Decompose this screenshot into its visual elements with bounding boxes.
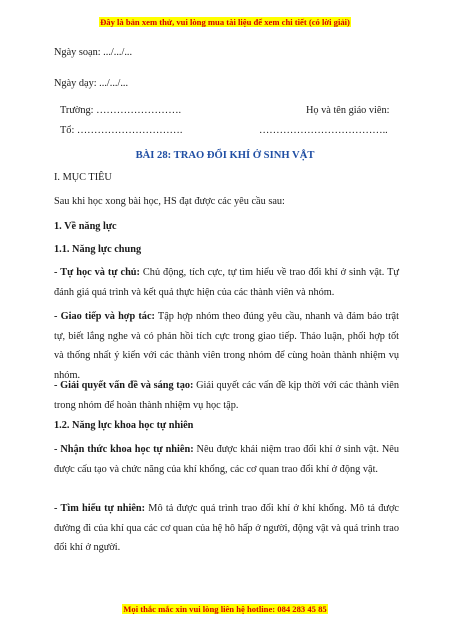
paragraph-label: - Giải quyết vấn đề và sáng tạo: [54,380,194,391]
intro-text: Sau khi học xong bài học, HS đạt được các yêu cầu sau: [54,196,285,207]
teaching-date: Ngày dạy: .../.../... [54,78,129,89]
paragraph-body: Nêu được khái niệm trao đổi khí ở sinh vật. Nêu được cấu tạo và chức năng của khí khổng, các cơ quan trao đổi khí ở động vật. [54,444,399,475]
paragraph-problem-solving [54,376,399,415]
group-field: Tổ: …………………………. [60,125,183,136]
paragraph-nature-inquiry [54,499,399,558]
preview-banner [0,17,450,27]
section-objectives-heading: I. MỤC TIÊU [54,172,112,183]
paragraph-label: - Tự học và tự chủ: [54,267,140,278]
teacher-label: Họ và tên giáo viên: [306,105,390,116]
paragraph-science-awareness [54,440,399,479]
science-competency-heading: 1.2. Năng lực khoa học tự nhiên [54,420,194,431]
paragraph-body: Mô tả được quá trình trao đổi khí ở khí khổng. Mô tả được đường đi của khí qua các cơ quan của hệ hô hấp ở người, động vật và quá trình trao đổi khí ở người. [54,503,399,553]
hotline-banner [0,604,450,614]
teacher-name-field: ……………………………….. [259,125,388,136]
paragraph-label: - Tìm hiểu tự nhiên: [54,503,146,514]
paragraph-label: - Giao tiếp và hợp tác: [54,311,155,322]
hotline-banner-text: Mọi thắc mắc xin vui lòng liên hệ hotline: 084 283 45 85 [123,604,327,614]
paragraph-body: Giải quyết các vấn đề kịp thời với các thành viên trong nhóm để hoàn thành nhiệm vụ học tập. [54,380,399,411]
preview-banner-text: Đây là bản xem thử, vui lòng mua tài liệu để xem chi tiết (có lời giải) [100,17,350,27]
competency-heading: 1. Về năng lực [54,221,117,232]
lesson-title: BÀI 28: TRAO ĐỔI KHÍ Ở SINH VẬT [135,150,315,161]
paragraph-label: - Nhận thức khoa học tự nhiên: [54,444,194,455]
paragraph-body: Tập hợp nhóm theo đúng yêu cầu, nhanh và đảm bảo trật tự, biết lắng nghe và có phản hồi tích cực trong giao tiếp. Thảo luận, phối hợp tốt và thống nhất ý kiến với các thành viên trong nhóm để cùng hoàn thành nhiệm vụ nhóm. [54,311,399,381]
general-competency-heading: 1.1. Năng lực chung [54,244,142,255]
paragraph-communication [54,307,399,385]
preparation-date: Ngày soạn: .../.../... [54,47,133,58]
school-field: Trường: ……………………. [60,105,182,116]
paragraph-body: Chủ động, tích cực, tự tìm hiểu về trao đổi khí ở sinh vật. Tự đánh giá quá trình và kết quả thực hiện của các thành viên và nhóm. [54,267,399,298]
paragraph-self-study [54,263,399,302]
